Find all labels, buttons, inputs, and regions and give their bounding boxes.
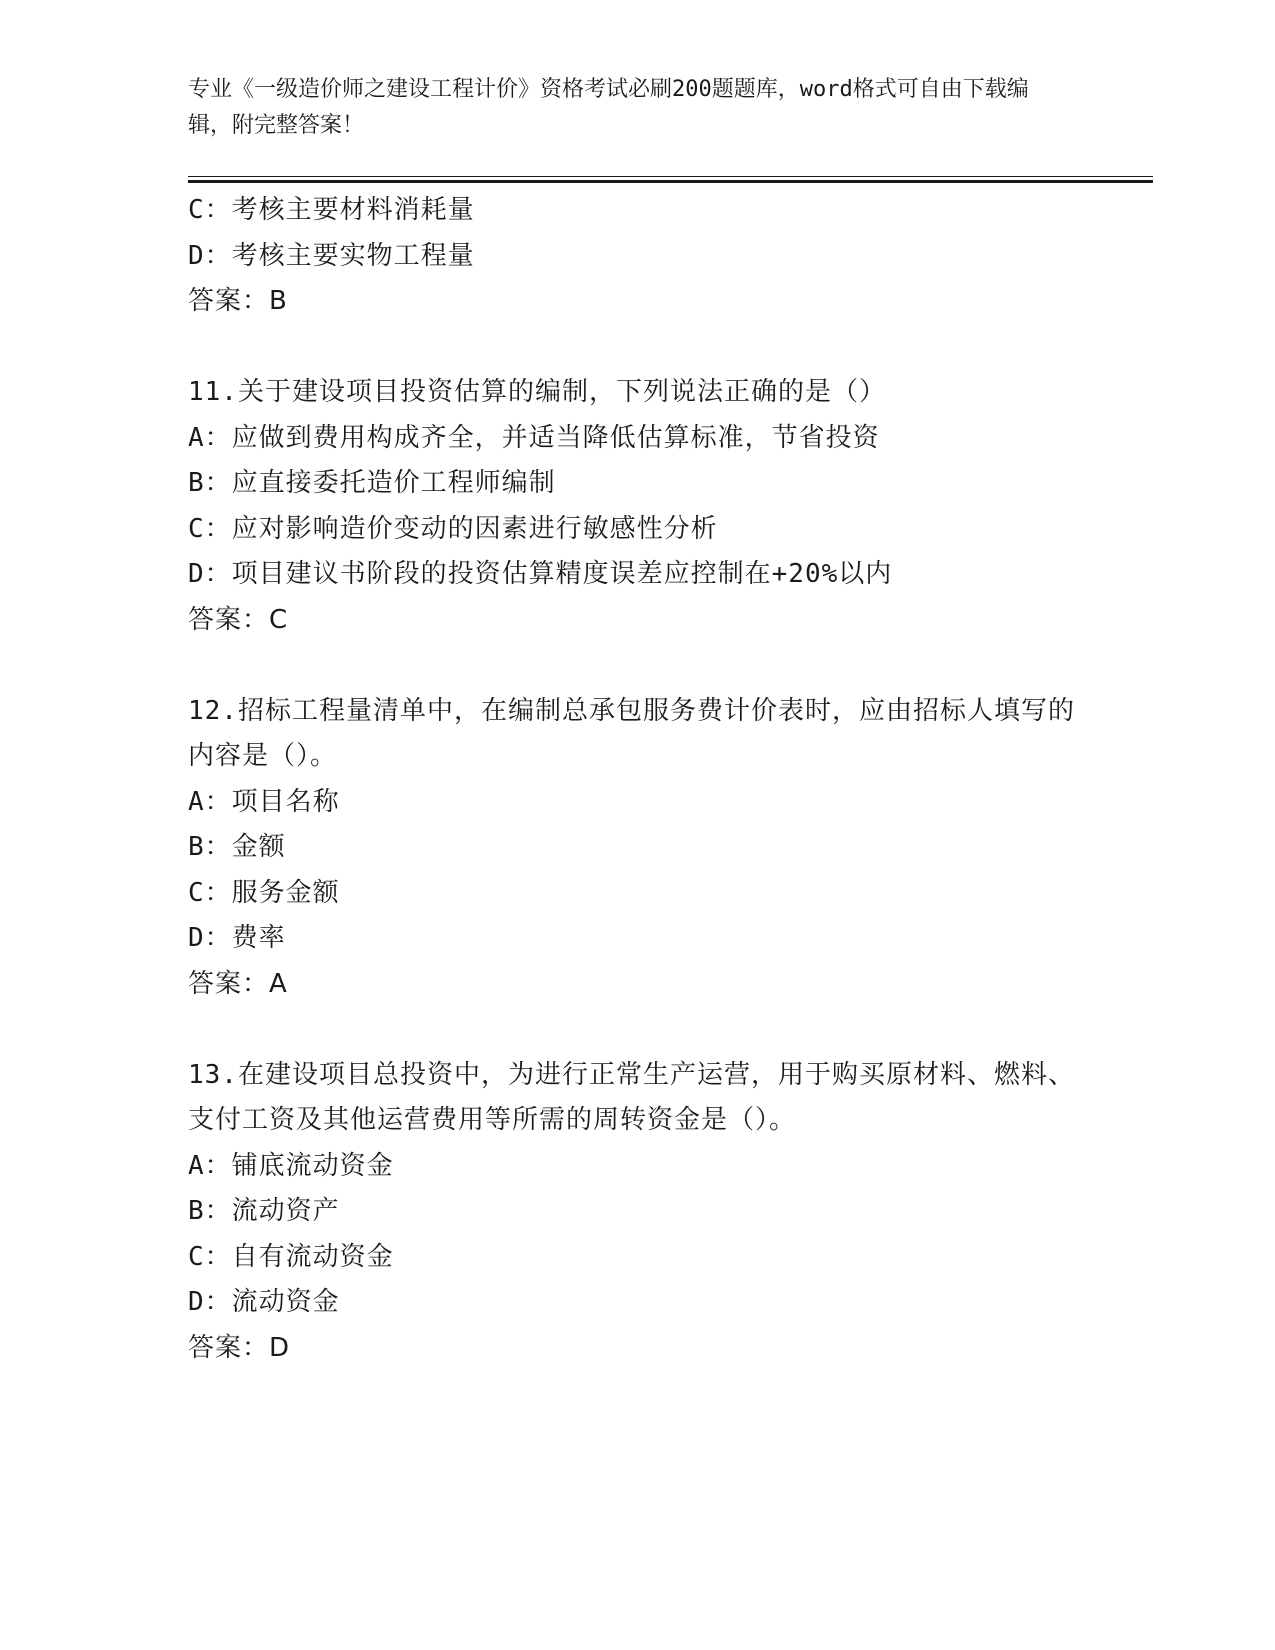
option-d: D：费率: [188, 923, 286, 953]
header-divider-thin: [188, 176, 1153, 177]
option-c: C：服务金额: [188, 877, 340, 908]
answer-label: 答案：B: [188, 286, 288, 316]
question-11-text: 11.关于建设项目投资估算的编制，下列说法正确的是（）: [188, 377, 886, 407]
document-header: 专业《一级造价师之建设工程计价》资格考试必刷200题题库，word格式可自由下载编辑，附完整答案！: [188, 77, 1029, 138]
option-d: D：流动资金: [188, 1287, 340, 1317]
option-a: A：应做到费用构成齐全，并适当降低估算标准，节省投资: [188, 422, 880, 453]
option-a: A：项目名称: [188, 786, 340, 817]
spacer: [188, 643, 1088, 689]
option-c: C：自有流动资金: [188, 1241, 394, 1272]
option-b: B：金额: [188, 832, 286, 862]
option-c: C：应对影响造价变动的因素进行敏感性分析: [188, 513, 718, 544]
option-d: D：考核主要实物工程量: [188, 240, 475, 271]
option-b: B：流动资产: [188, 1196, 340, 1226]
spacer: [188, 325, 1088, 371]
answer-label: 答案：C: [188, 604, 289, 635]
option-a: A：铺底流动资金: [188, 1150, 394, 1181]
question-13-text: 13.在建设项目总投资中，为进行正常生产运营，用于购买原材料、燃料、支付工资及其他运营费用等所需的周转资金是（）。: [188, 1059, 1075, 1135]
option-c: C：考核主要材料消耗量: [188, 195, 475, 225]
option-b: B：应直接委托造价工程师编制: [188, 468, 556, 498]
header-divider-thick: [188, 180, 1153, 183]
spacer: [188, 1007, 1088, 1053]
answer-label: 答案：A: [188, 968, 288, 999]
question-12-text: 12.招标工程量清单中，在编制总承包服务费计价表时，应由招标人填写的内容是（）。: [188, 695, 1075, 771]
answer-label: 答案：D: [188, 1332, 291, 1363]
option-d: D：项目建议书阶段的投资估算精度误差应控制在+20%以内: [188, 559, 893, 589]
question-list: [188, 188, 1088, 1371]
